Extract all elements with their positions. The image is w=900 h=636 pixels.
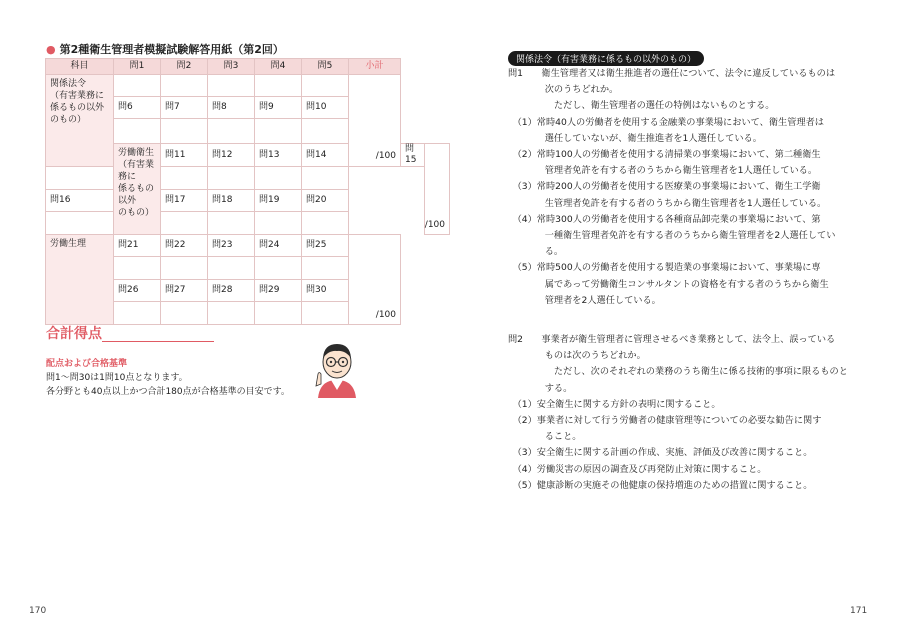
question-label: 問24 — [255, 235, 302, 257]
answer-box[interactable] — [255, 75, 302, 97]
choice-line: ること。 — [508, 431, 582, 443]
choice-line: 管理者を2人選任している。 — [508, 294, 661, 306]
total-score-label: 合計得点 — [46, 326, 102, 342]
answer-box[interactable] — [255, 302, 302, 325]
choice-line: （4）労働災害の原因の調査及び再発防止対策に関すること。 — [508, 463, 767, 475]
header-q: 問1 — [114, 59, 161, 75]
subject-line: 係るもの以外 — [50, 103, 105, 113]
header-q: 問2 — [161, 59, 208, 75]
subject-line: （有害業務に — [118, 160, 155, 182]
answer-box[interactable] — [208, 302, 255, 325]
choice-line: 選任していないが、衛生推進者を1人選任している。 — [508, 132, 762, 144]
question-line: 次のうちどれか。 — [508, 84, 619, 96]
question-label: 問9 — [255, 97, 302, 119]
answer-box[interactable] — [114, 119, 161, 144]
answer-box[interactable] — [208, 75, 255, 97]
question-label: 問14 — [302, 144, 349, 167]
header-q: 問5 — [302, 59, 349, 75]
subject-cell-3 — [46, 235, 114, 325]
choice-line: 管理者免許を有する者のうちから衛生管理者を1人選任している。 — [508, 165, 818, 177]
question-label: 問30 — [302, 280, 349, 302]
answer-box[interactable] — [302, 257, 349, 280]
subject-cell-2 — [114, 144, 161, 235]
table-row — [46, 75, 450, 97]
choice-line: 属であって労働衛生コンサルタントの資格を有する者のうちから衛生 — [508, 278, 829, 290]
subject-line: のもの） — [50, 115, 87, 125]
answer-box[interactable] — [302, 302, 349, 325]
choice-line: （5）常時500人の労働者を使用する製造業の事業場において、事業場に専 — [508, 262, 821, 274]
header-q: 問3 — [208, 59, 255, 75]
answer-box[interactable] — [255, 212, 302, 235]
question-label: 問7 — [161, 97, 208, 119]
question-label: 問20 — [302, 190, 349, 212]
question-label: 問10 — [302, 97, 349, 119]
subject-line: 労働生理 — [50, 239, 87, 249]
criteria-line: 問1～問30は1問10点となります。 — [46, 373, 188, 383]
question-label: 問26 — [114, 280, 161, 302]
answer-box[interactable] — [255, 257, 302, 280]
answer-table — [45, 58, 450, 325]
choice-line: （1）常時40人の労働者を使用する金融業の事業場において、衛生管理者は — [508, 116, 824, 128]
question-2 — [508, 332, 848, 494]
question-label: 問6 — [114, 97, 161, 119]
table-row — [46, 190, 450, 212]
choice-line: 一種衛生管理者免許を有する者のうちから衛生管理者を2人選任してい — [508, 230, 836, 242]
question-line: 問1 衛生管理者又は衛生推進者の選任について、法令に違反しているものは — [508, 68, 836, 79]
question-1 — [508, 66, 835, 309]
right-page — [450, 0, 900, 636]
header-q: 問4 — [255, 59, 302, 75]
choice-line: （2）事業者に対して行う労働者の健康管理等についての必要な勧告に関す — [508, 415, 822, 427]
page-number-right: 171 — [850, 606, 868, 616]
answer-sheet-title-text: 第2種衛生管理者模擬試験解答用紙（第2回） — [59, 43, 284, 56]
page-number-left: 170 — [29, 606, 47, 616]
question-label: 問25 — [302, 235, 349, 257]
choice-line: （2）常時100人の労働者を使用する清掃業の事業場において、第二種衛生 — [508, 149, 821, 161]
answer-box[interactable] — [255, 167, 302, 190]
header-subtotal: 小計 — [349, 59, 401, 75]
question-line: ただし、衛生管理者の選任の特例はないものとする。 — [508, 100, 775, 112]
question-label: 問27 — [161, 280, 208, 302]
section-label: 関係法令（有害業務に係るもの以外のもの） — [508, 51, 704, 66]
answer-box[interactable] — [302, 75, 349, 97]
subject-line: 労働衛生 — [118, 148, 155, 158]
subtotal-cell: /100 — [424, 144, 449, 235]
answer-sheet-title — [46, 41, 284, 57]
answer-box[interactable] — [255, 119, 302, 144]
subject-line: 関係法令 — [50, 79, 87, 89]
total-score-line[interactable] — [102, 341, 214, 342]
subtotal-cell: /100 — [349, 235, 401, 325]
question-label: 問13 — [255, 144, 302, 167]
answer-box[interactable] — [46, 212, 114, 235]
subject-line: （有害業務に — [50, 91, 105, 101]
question-line: する。 — [508, 382, 573, 394]
answer-box[interactable] — [46, 167, 114, 190]
choice-line: （4）常時300人の労働者を使用する各種商品卸売業の事業場において、第 — [508, 213, 821, 225]
question-label: 問17 — [161, 190, 208, 212]
table-row — [46, 167, 450, 190]
subtotal-cell: /100 — [349, 75, 401, 167]
subject-line: 係るもの以外 — [118, 184, 155, 206]
answer-box[interactable] — [161, 212, 208, 235]
answer-box[interactable] — [161, 119, 208, 144]
choice-line: （3）安全衛生に関する計画の作成、実施、評価及び改善に関すること。 — [508, 447, 813, 459]
question-line: 問2 事業者が衛生管理者に管理させるべき業務として、法令上、誤っている — [508, 334, 836, 345]
question-label: 問23 — [208, 235, 255, 257]
question-label: 問8 — [208, 97, 255, 119]
answer-box[interactable] — [114, 75, 161, 97]
choice-line: （5）健康診断の実施その他健康の保持増進のための措置に関すること。 — [508, 479, 813, 491]
answer-box[interactable] — [161, 75, 208, 97]
answer-box[interactable] — [302, 167, 349, 190]
question-label: 問22 — [161, 235, 208, 257]
answer-box[interactable] — [161, 257, 208, 280]
answer-box[interactable] — [208, 119, 255, 144]
question-label: 問12 — [208, 144, 255, 167]
answer-box[interactable] — [161, 167, 208, 190]
table-row — [46, 235, 450, 257]
choice-line: （1）安全衛生に関する方針の表明に関すること。 — [508, 398, 721, 410]
answer-box[interactable] — [208, 212, 255, 235]
question-label: 問18 — [208, 190, 255, 212]
subject-line: のもの） — [118, 208, 155, 218]
answer-table-header — [46, 59, 450, 75]
answer-box[interactable] — [208, 167, 255, 190]
choice-line: 生管理者免許を有する者のうちから衛生管理者を1人選任している。 — [508, 197, 827, 209]
question-label: 問19 — [255, 190, 302, 212]
criteria-line: 各分野とも40点以上かつ合計180点が合格基準の目安です。 — [46, 387, 290, 397]
choice-line: （3）常時200人の労働者を使用する医療業の事業場において、衛生工学衛 — [508, 181, 821, 193]
answer-box[interactable] — [114, 302, 161, 325]
question-label: 問21 — [114, 235, 161, 257]
question-label: 問29 — [255, 280, 302, 302]
bullet-icon: ● — [46, 43, 56, 56]
table-row — [46, 212, 450, 235]
question-line: ものは次のうちどれか。 — [508, 350, 646, 362]
question-label: 問16 — [46, 190, 114, 212]
question-label: 問28 — [208, 280, 255, 302]
choice-line: る。 — [508, 246, 564, 258]
criteria-title: 配点および合格基準 — [46, 359, 128, 369]
answer-box[interactable] — [302, 212, 349, 235]
teacher-mascot-illustration — [312, 340, 362, 402]
answer-box[interactable] — [208, 257, 255, 280]
question-line: ただし、次のそれぞれの業務のうち衛生に係る技術的事項に限るものと — [508, 366, 848, 378]
answer-box[interactable] — [161, 302, 208, 325]
header-subject: 科目 — [46, 59, 114, 75]
subject-cell-1 — [46, 75, 114, 167]
answer-box[interactable] — [114, 257, 161, 280]
answer-box[interactable] — [302, 119, 349, 144]
question-label: 問15 — [401, 144, 425, 167]
question-label: 問11 — [161, 144, 208, 167]
